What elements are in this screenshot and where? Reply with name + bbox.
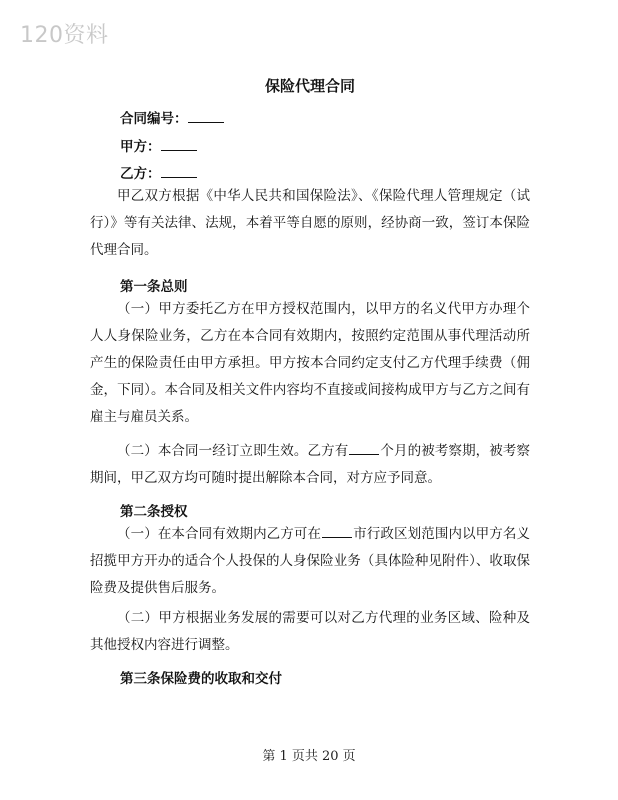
section-3-heading: 第三条保险费的收取和交付 xyxy=(120,671,282,687)
document-title: 保险代理合同 xyxy=(264,77,355,95)
section-2-heading: 第二条授权 xyxy=(120,504,188,520)
party-a-blank xyxy=(161,149,197,151)
section-1-heading: 第一条总则 xyxy=(120,279,188,295)
contract-number-blank xyxy=(188,121,224,123)
section-2-p1-part-a: （一）在本合同有效期内乙方可在 xyxy=(117,526,322,542)
page-footer: 第 1 页共 20 页 xyxy=(262,749,356,764)
section-1-paragraph-2 xyxy=(90,438,530,492)
section-2-paragraph-2: （二）甲方根据业务发展的需要可以对乙方代理的业务区域、险种及其他授权内容进行调整。 xyxy=(90,610,530,653)
intro-paragraph: 甲乙双方根据《中华人民共和国保险法》、《保险代理人管理规定（试行）》等有关法律、法规，本着平等自愿的原则，经协商一致，签订本保险代理合同。 xyxy=(90,188,530,258)
party-a-label: 甲方： xyxy=(120,139,161,155)
section-1-p2-part-a: （二）本合同一经订立即生效。乙方有 xyxy=(117,443,349,459)
city-blank xyxy=(322,525,352,538)
party-b-field xyxy=(120,162,197,182)
party-b-label: 乙方： xyxy=(120,166,161,182)
watermark: 120资料 xyxy=(20,23,109,48)
section-1-p2-part-b: 个月的被考察期，被考察期间，甲乙双方均可随时提出解除本合同，对方应予同意。 xyxy=(90,443,531,486)
contract-number-field xyxy=(120,107,224,127)
section-2-p1-part-b: 市行政区划范围内以甲方名义招揽甲方开办的适合个人投保的人身保险业务（具体险种见附件）、收取保险费及提供售后服务。 xyxy=(90,526,531,596)
section-1-paragraph-1: （一）甲方委托乙方在甲方授权范围内，以甲方的名义代甲方办理个人人身保险业务，乙方在本合同有效期内，按照约定范围从事代理活动所产生的保险责任由甲方承担。甲方按本合同约定支付乙方代理手续费（佣金，下同）。本合同及相关文件内容均不直接或间接构成甲方与乙方之间有雇主与雇员关系。 xyxy=(90,301,530,425)
section-2-paragraph-1 xyxy=(90,521,530,602)
months-blank xyxy=(349,442,379,455)
contract-number-label: 合同编号： xyxy=(120,111,188,127)
party-a-field xyxy=(120,135,197,155)
party-b-blank xyxy=(161,176,197,178)
